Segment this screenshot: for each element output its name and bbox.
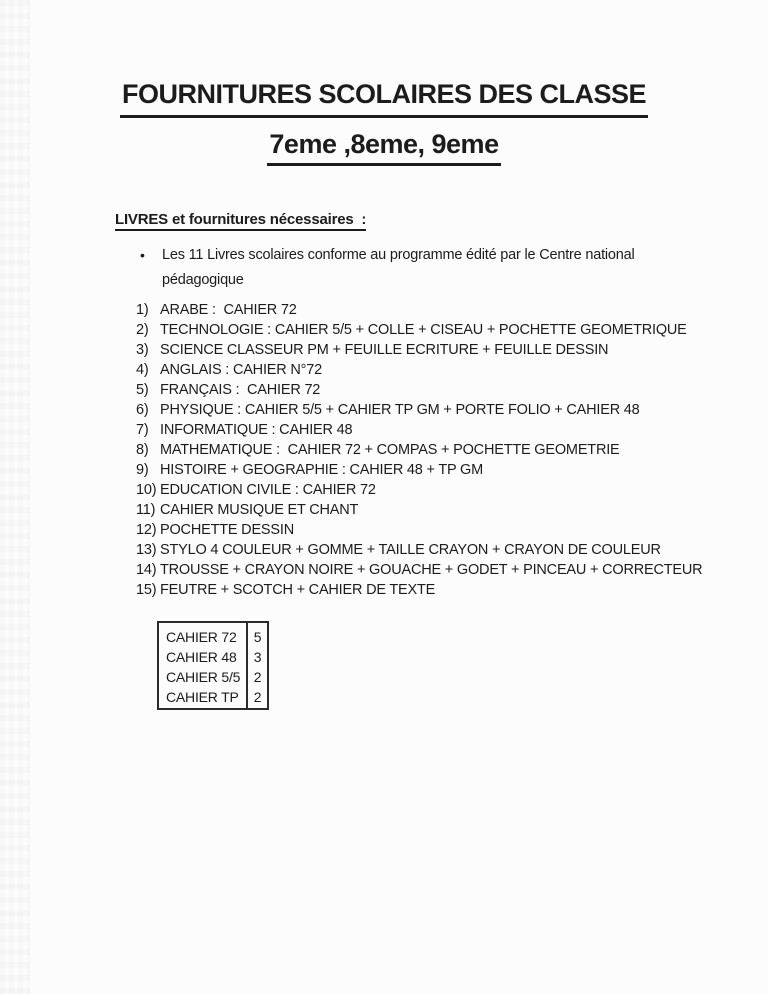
list-item-text: ANGLAIS : CAHIER N°72 [160,362,322,378]
numbered-list [136,300,736,600]
table-qty-cell: 2 [253,689,262,705]
page-title: FOURNITURES SCOLAIRES DES CLASSE [120,76,648,118]
list-item-text: CAHIER MUSIQUE ET CHANT [160,502,359,518]
list-item [136,440,736,460]
table-item-cell: CAHIER 72 [166,629,237,645]
list-item-number: 9) [136,462,149,478]
section-heading: LIVRES et fournitures nécessaires : [115,211,366,231]
list-item-number: 4) [136,362,149,378]
list-item-text: TECHNOLOGIE : CAHIER 5/5 + COLLE + CISEAU + POCHETTE GEOMETRIQUE [160,322,687,338]
list-item [136,480,736,500]
list-item [136,300,736,320]
table-qty-cell: 5 [253,629,262,645]
summary-table-item-column [159,623,246,708]
list-item-text: FEUTRE + SCOTCH + CAHIER DE TEXTE [160,582,436,598]
list-item-text: FRANÇAIS : CAHIER 72 [160,382,321,398]
table-item-cell: CAHIER 5/5 [166,669,241,685]
list-item-number: 3) [136,342,149,358]
list-item-number: 6) [136,402,149,418]
table-qty-cell: 3 [253,649,262,665]
list-item-number: 8) [136,442,149,458]
list-item-text: EDUCATION CIVILE : CAHIER 72 [160,482,376,498]
summary-table [157,621,269,710]
list-item [136,400,736,420]
list-item [136,460,736,480]
list-item-number: 1) [136,302,149,318]
list-item [136,560,736,580]
bullet-icon: • [140,247,145,263]
list-item-number: 14) [136,562,157,578]
list-item [136,320,736,340]
list-item-text: HISTOIRE + GEOGRAPHIE : CAHIER 48 + TP GM [160,462,483,478]
list-item [136,500,736,520]
list-item [136,540,736,560]
list-item-text: ARABE : CAHIER 72 [160,302,297,318]
list-item-number: 2) [136,322,149,338]
list-item-number: 12) [136,522,157,538]
list-item-text: MATHEMATIQUE : CAHIER 72 + COMPAS + POCHETTE GEOMETRIE [160,442,620,458]
list-item-text: STYLO 4 COULEUR + GOMME + TAILLE CRAYON + CRAYON DE COULEUR [160,542,661,558]
list-item-number: 13) [136,542,157,558]
list-item [136,520,736,540]
table-item-cell: CAHIER TP [166,689,239,705]
list-item-number: 15) [136,582,157,598]
list-item [136,420,736,440]
list-item [136,580,736,600]
list-item [136,360,736,380]
page-subtitle: 7eme ,8eme, 9eme [267,127,500,166]
table-qty-cell: 2 [253,669,262,685]
summary-table-qty-column [246,623,267,708]
bullet-item [140,243,680,293]
bullet-item-text: Les 11 Livres scolaires conforme au programme édité par le Centre national pédagogique [162,247,639,288]
list-item-text: SCIENCE CLASSEUR PM + FEUILLE ECRITURE + FEUILLE DESSIN [160,342,609,358]
list-item [136,380,736,400]
list-item-text: INFORMATIQUE : CAHIER 48 [160,422,353,438]
list-item [136,340,736,360]
list-item-text: TROUSSE + CRAYON NOIRE + GOUACHE + GODET + PINCEAU + CORRECTEUR [160,562,703,578]
table-item-cell: CAHIER 48 [166,649,237,665]
list-item-text: PHYSIQUE : CAHIER 5/5 + CAHIER TP GM + PORTE FOLIO + CAHIER 48 [160,402,640,418]
list-item-number: 7) [136,422,149,438]
list-item-number: 5) [136,382,149,398]
subtitle-row [0,127,768,166]
list-item-text: POCHETTE DESSIN [160,522,294,538]
list-item-number: 10) [136,482,157,498]
list-item-number: 11) [136,502,156,518]
title-row [0,76,768,118]
